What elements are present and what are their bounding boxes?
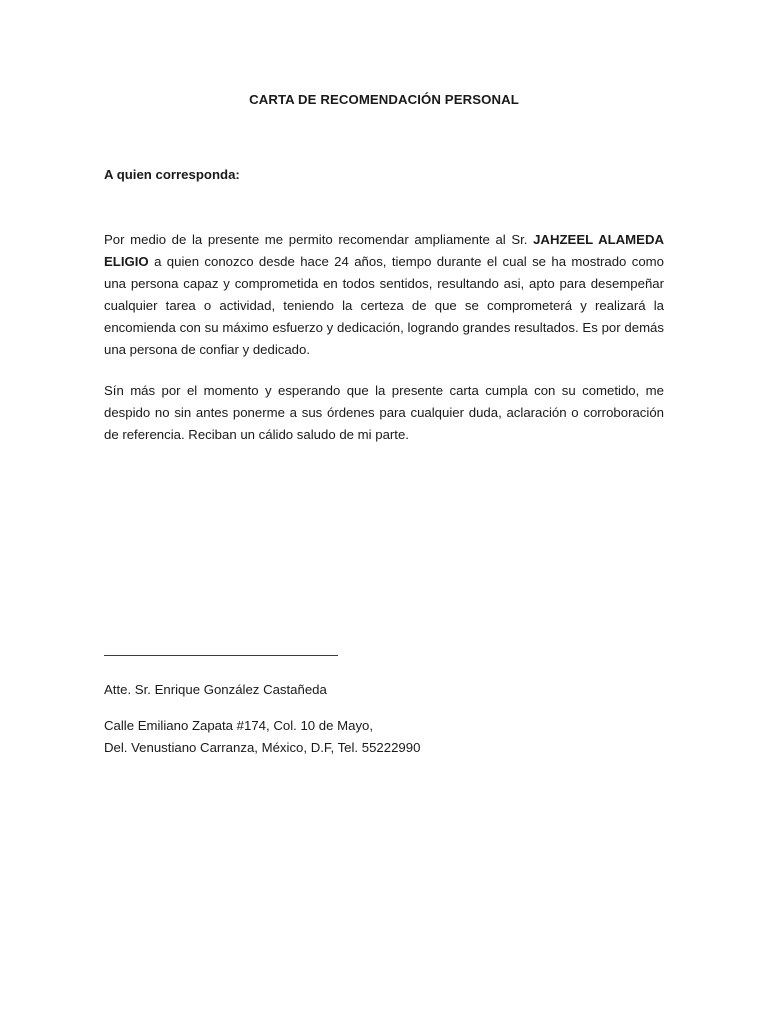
paragraph-lead-text: Por medio de la presente me permito recomendar ampliamente al Sr.	[104, 232, 534, 248]
letter-body	[104, 0, 664, 446]
signer-address	[104, 701, 664, 759]
paragraph-rest-text: a quien conozco desde hace 24 años, tiempo durante el cual se ha mostrado como una persona capaz y comprometida en todos sentidos, resultando asi, apto para desempeñar cualquier tarea o actividad, teniendo la certeza de que se comprometerá y realizará la encomienda con su máximo esfuerzo y dedicación, logrando grandes resultados. Es por demás una persona de confiar y dedicado.	[104, 254, 664, 358]
signature-block	[104, 655, 664, 759]
paragraph-closing: Sín más por el momento y esperando que la presente carta cumpla con su cometido, me despido no sin antes ponerme a sus órdenes para cualquier duda, aclaración o corroboración de referencia. Reciban un cálido saludo de mi parte.	[104, 383, 664, 443]
recommended-person-name: JAHZEEL ALAMEDA ELIGIO	[104, 232, 665, 270]
paragraph-recommendation	[104, 185, 664, 361]
page-title: CARTA DE RECOMENDACIÓN PERSONAL	[249, 92, 519, 107]
signer-name: Atte. Sr. Enrique González Castañeda	[104, 682, 327, 697]
salutation: A quien corresponda:	[104, 167, 240, 183]
address-line-1: Calle Emiliano Zapata #174, Col. 10 de Mayo,	[104, 718, 374, 733]
address-line-2: Del. Venustiano Carranza, México, D.F, Tel. 55222990	[104, 740, 421, 755]
